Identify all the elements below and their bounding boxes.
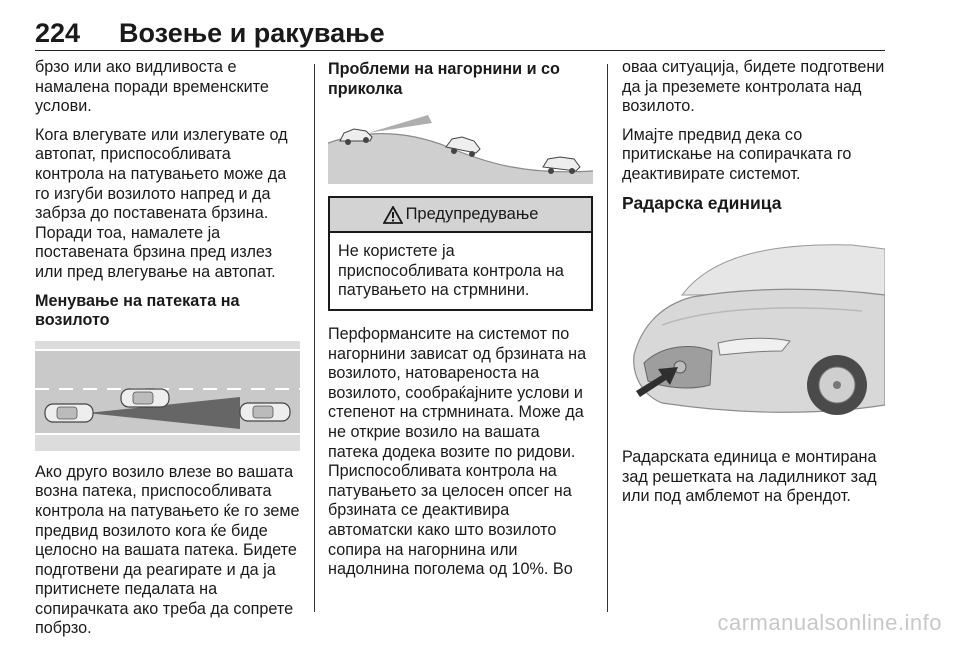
watermark: carmanualsonline.info — [717, 610, 942, 635]
car-icon — [45, 404, 93, 422]
section-heading: Радарска единица — [622, 192, 782, 213]
paragraph: Ако друго возило влезе во вашата возна патека, приспособливата контрола на патувањето ќе го земе предвид возилото кога ќе биде целосно на вашата патека. Бидете подготвени да реагирате и да ја притиснете педалата на сопирачката ако треба да сопрете побрзо. — [35, 462, 300, 638]
car-icon — [121, 389, 169, 407]
paragraph: Кога влегувате или излегувате од автопат, приспособливата контрола на патувањето може да го изгуби возилото напред и да забрза до поставената брзина. Поради тоа, намалете ја поставената брзина пред излез или пред влегување на автопат. — [35, 125, 288, 281]
paragraph: Имајте предвид дека со притискање на сопирачката го деактивирате системот. — [622, 125, 852, 183]
section-heading: Проблеми на нагорнини и со приколка — [328, 60, 560, 98]
radar-unit-car-illustration — [622, 225, 885, 430]
section-heading: Менување на патеката на возилото — [35, 291, 240, 330]
column-divider — [607, 64, 608, 612]
hill-driving-illustration — [328, 109, 593, 184]
paragraph: оваа ситуација, бидете подготвени да ја преземете контролата над возилото. — [622, 58, 885, 116]
paragraph: Радарската единица е монтирана зад решетката на ладилникот зад или под амблемот на брендот. — [622, 448, 877, 506]
warning-header — [330, 198, 591, 233]
paragraph: Перформансите на системот по нагорнини зависат од брзината на возилото, натовареноста на возилото, сообраќајните услови и степенот на стрмнината. Може да не открие возило на вашата патека додека возите по ридови. Приспособливата контрола на патувањето за целосен опсег на брзината се деактивира автоматски како што возилото сопира на нагорнина или надолнина поголема од 10%. Во — [328, 324, 587, 579]
paragraph: брзо или ако видливоста е намалена поради временските услови. — [35, 58, 269, 116]
warning-box — [328, 196, 593, 311]
warning-title: Предупредување — [405, 204, 539, 223]
page-header — [35, 14, 885, 52]
column-1 — [35, 58, 300, 648]
lane-change-illustration — [35, 341, 300, 451]
warning-icon — [383, 206, 403, 224]
column-3 — [622, 58, 887, 516]
header-divider — [35, 50, 885, 51]
page-number: 224 — [35, 18, 81, 48]
column-2 — [328, 58, 593, 589]
car-icon — [240, 403, 290, 421]
warning-text: Не користете ја приспособливата контрола на патувањето на стрмнини. — [338, 242, 564, 300]
chapter-title: Возење и ракување — [119, 18, 385, 48]
column-divider — [314, 64, 315, 612]
